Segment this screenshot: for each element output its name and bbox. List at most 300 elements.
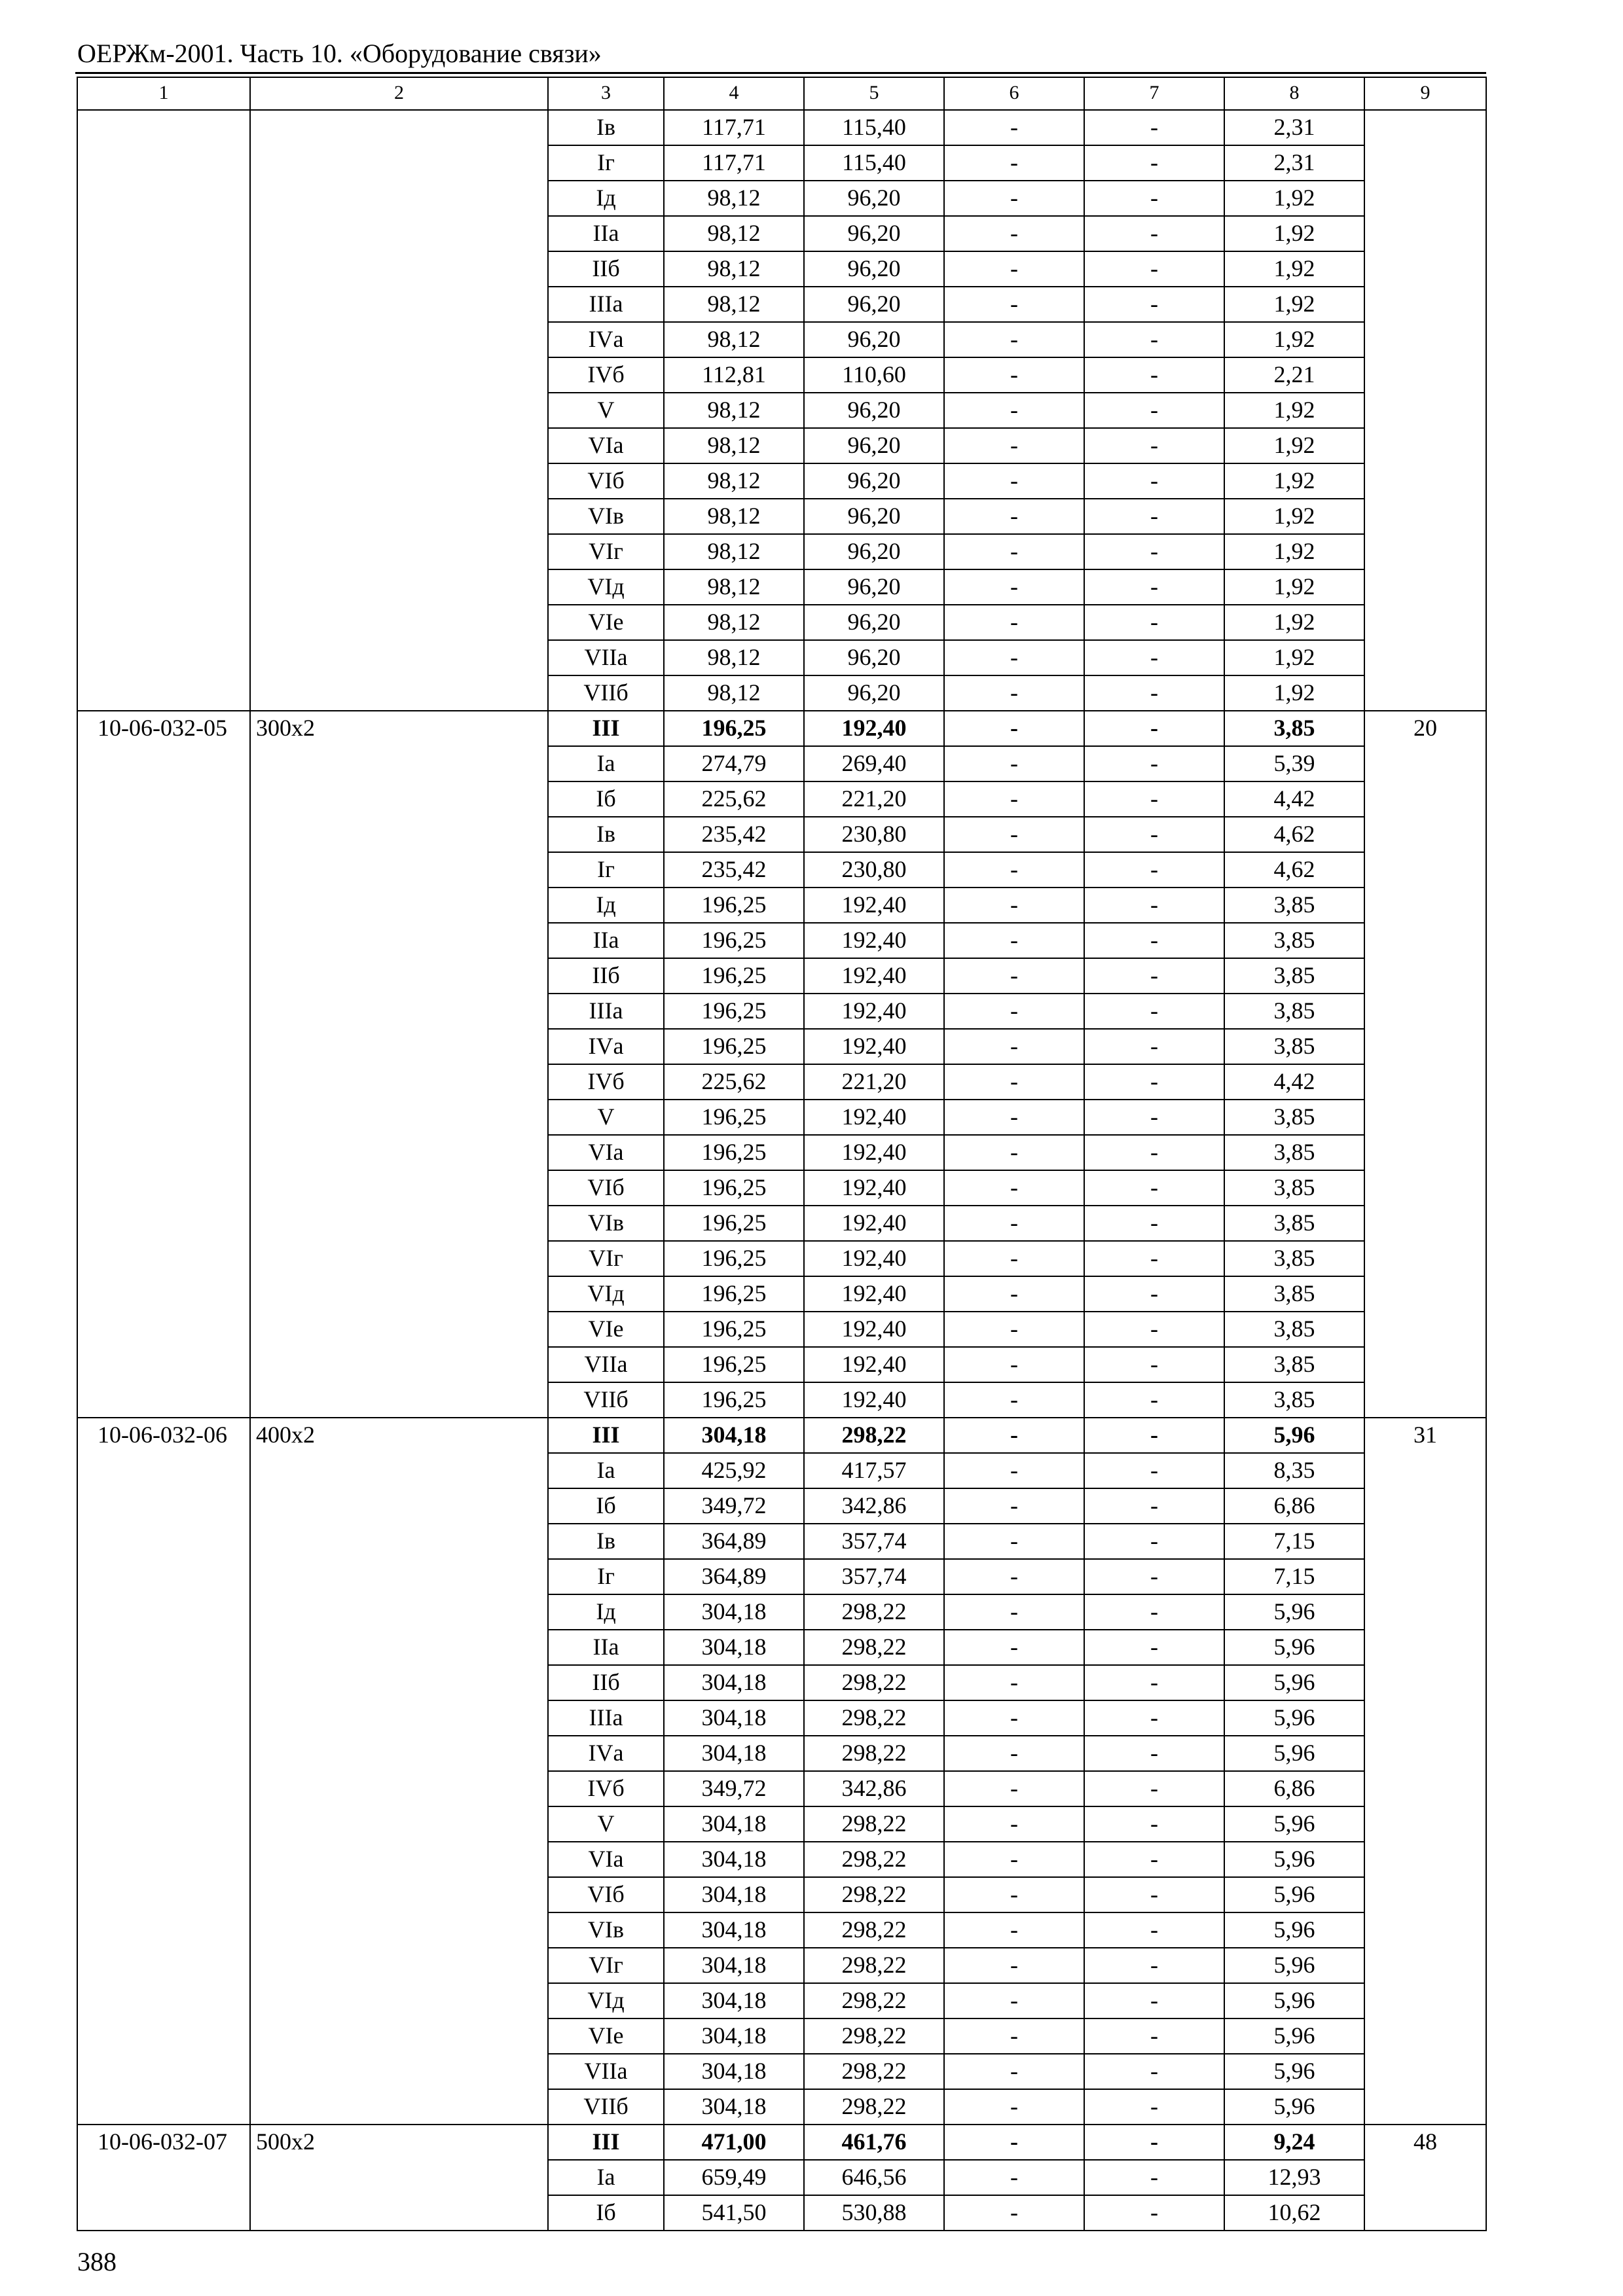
material-cost: 1,92 [1224,216,1364,251]
region-zone: VIд [548,1983,664,2018]
machine-cost: - [944,1206,1084,1241]
machine-cost: - [944,2018,1084,2054]
machine-cost: - [944,463,1084,499]
total-cost: 196,25 [664,1276,804,1312]
cable-size: 400x2 [250,1418,548,2125]
wage-cost: 96,20 [804,605,944,640]
wage-cost: 192,40 [804,888,944,923]
wage-cost: 298,22 [804,1983,944,2018]
machine-cost: - [944,1312,1084,1347]
total-cost: 98,12 [664,499,804,534]
driver-wage: - [1084,569,1224,605]
wage-cost: 221,20 [804,1064,944,1100]
region-zone: VIе [548,2018,664,2054]
wage-cost: 342,86 [804,1488,944,1524]
driver-wage: - [1084,534,1224,569]
wage-cost: 461,76 [804,2125,944,2160]
region-zone: VIIб [548,2089,664,2125]
cable-size [250,110,548,711]
material-cost: 5,96 [1224,1594,1364,1630]
machine-cost: - [944,1630,1084,1665]
machine-cost: - [944,817,1084,852]
total-cost: 98,12 [664,287,804,322]
total-cost: 98,12 [664,251,804,287]
wage-cost: 298,22 [804,1948,944,1983]
machine-cost: - [944,216,1084,251]
region-zone: Iд [548,888,664,923]
material-cost: 5,96 [1224,1912,1364,1948]
region-zone: IIб [548,958,664,994]
material-cost: 3,85 [1224,1382,1364,1418]
driver-wage: - [1084,675,1224,711]
machine-cost: - [944,322,1084,357]
driver-wage: - [1084,110,1224,145]
region-zone: Iа [548,746,664,781]
region-zone: IVа [548,1736,664,1771]
total-cost: 225,62 [664,781,804,817]
table-row [77,1418,1486,1453]
machine-cost: - [944,2054,1084,2089]
total-cost: 304,18 [664,2054,804,2089]
driver-wage: - [1084,1842,1224,1877]
region-zone: VIIа [548,2054,664,2089]
material-cost: 1,92 [1224,569,1364,605]
driver-wage: - [1084,817,1224,852]
region-zone: IVб [548,357,664,393]
region-zone: VIв [548,1912,664,1948]
machine-cost: - [944,428,1084,463]
total-cost: 98,12 [664,640,804,675]
driver-wage: - [1084,888,1224,923]
machine-cost: - [944,287,1084,322]
total-cost: 98,12 [664,569,804,605]
wage-cost: 96,20 [804,287,944,322]
machine-cost: - [944,1064,1084,1100]
total-cost: 659,49 [664,2160,804,2195]
wage-cost: 192,40 [804,1241,944,1276]
wage-cost: 192,40 [804,1029,944,1064]
driver-wage: - [1084,2054,1224,2089]
total-cost: 349,72 [664,1488,804,1524]
driver-wage: - [1084,1983,1224,2018]
column-number: 8 [1224,77,1364,110]
machine-cost: - [944,1100,1084,1135]
wage-cost: 96,20 [804,463,944,499]
material-cost: 3,85 [1224,1135,1364,1170]
driver-wage: - [1084,1524,1224,1559]
driver-wage: - [1084,711,1224,746]
region-zone: Iд [548,181,664,216]
total-cost: 98,12 [664,605,804,640]
cable-size: 500x2 [250,2125,548,2231]
total-cost: 304,18 [664,1418,804,1453]
region-zone: VIб [548,1170,664,1206]
region-zone: VIIб [548,1382,664,1418]
material-cost: 3,85 [1224,1312,1364,1347]
material-cost: 1,92 [1224,322,1364,357]
total-cost: 471,00 [664,2125,804,2160]
machine-cost: - [944,675,1084,711]
wage-cost: 269,40 [804,746,944,781]
material-cost: 12,93 [1224,2160,1364,2195]
region-zone: VIд [548,1276,664,1312]
wage-cost: 192,40 [804,711,944,746]
total-cost: 196,25 [664,711,804,746]
wage-cost: 96,20 [804,181,944,216]
material-cost: 6,86 [1224,1488,1364,1524]
total-cost: 304,18 [664,1912,804,1948]
driver-wage: - [1084,605,1224,640]
region-zone: VIб [548,1877,664,1912]
region-zone: IIб [548,1665,664,1700]
region-zone: Iв [548,110,664,145]
wage-cost: 115,40 [804,110,944,145]
driver-wage: - [1084,1064,1224,1100]
material-cost: 5,96 [1224,1700,1364,1736]
driver-wage: - [1084,1029,1224,1064]
wage-cost: 96,20 [804,216,944,251]
column-number: 1 [77,77,250,110]
driver-wage: - [1084,251,1224,287]
driver-wage: - [1084,2195,1224,2231]
total-cost: 196,25 [664,1312,804,1347]
total-cost: 196,25 [664,1029,804,1064]
material-cost: 5,96 [1224,1877,1364,1912]
total-cost: 98,12 [664,428,804,463]
material-cost: 1,92 [1224,605,1364,640]
material-cost: 5,96 [1224,1418,1364,1453]
region-zone: IIIа [548,1700,664,1736]
column-number: 9 [1364,77,1486,110]
material-cost: 5,96 [1224,1630,1364,1665]
wage-cost: 96,20 [804,322,944,357]
machine-cost: - [944,2089,1084,2125]
region-zone: IIб [548,251,664,287]
wage-cost: 96,20 [804,569,944,605]
driver-wage: - [1084,1736,1224,1771]
total-cost: 235,42 [664,852,804,888]
driver-wage: - [1084,1453,1224,1488]
material-cost: 5,96 [1224,1983,1364,2018]
machine-cost: - [944,1842,1084,1877]
machine-cost: - [944,711,1084,746]
rate-code: 10-06-032-07 [77,2125,250,2231]
material-cost: 4,62 [1224,817,1364,852]
wage-cost: 230,80 [804,817,944,852]
material-cost: 1,92 [1224,463,1364,499]
driver-wage: - [1084,428,1224,463]
region-zone: VIв [548,499,664,534]
region-zone: IIа [548,216,664,251]
material-cost: 3,85 [1224,1206,1364,1241]
wage-cost: 115,40 [804,145,944,181]
total-cost: 98,12 [664,393,804,428]
wage-cost: 357,74 [804,1524,944,1559]
driver-wage: - [1084,322,1224,357]
machine-cost: - [944,1488,1084,1524]
machine-cost: - [944,2195,1084,2231]
wage-cost: 298,22 [804,1736,944,1771]
driver-wage: - [1084,852,1224,888]
material-cost: 3,85 [1224,1170,1364,1206]
total-cost: 196,25 [664,1241,804,1276]
region-zone: Iг [548,145,664,181]
total-cost: 196,25 [664,1100,804,1135]
column-number: 4 [664,77,804,110]
wage-cost: 298,22 [804,1912,944,1948]
material-cost: 1,92 [1224,287,1364,322]
total-cost: 541,50 [664,2195,804,2231]
material-cost: 1,92 [1224,428,1364,463]
material-cost: 3,85 [1224,994,1364,1029]
driver-wage: - [1084,1877,1224,1912]
wage-cost: 192,40 [804,1312,944,1347]
total-cost: 304,18 [664,1842,804,1877]
region-zone: Iг [548,852,664,888]
wage-cost: 96,20 [804,251,944,287]
total-cost: 98,12 [664,675,804,711]
region-zone: VIа [548,1842,664,1877]
column-number: 2 [250,77,548,110]
region-zone: VIб [548,463,664,499]
material-cost: 4,62 [1224,852,1364,888]
region-zone: III [548,2125,664,2160]
total-cost: 196,25 [664,958,804,994]
labor-hours [1364,110,1486,711]
total-cost: 364,89 [664,1524,804,1559]
wage-cost: 646,56 [804,2160,944,2195]
driver-wage: - [1084,1347,1224,1382]
machine-cost: - [944,1771,1084,1806]
machine-cost: - [944,746,1084,781]
material-cost: 1,92 [1224,675,1364,711]
region-zone: IIIа [548,994,664,1029]
total-cost: 304,18 [664,1806,804,1842]
material-cost: 5,96 [1224,1736,1364,1771]
machine-cost: - [944,357,1084,393]
wage-cost: 298,22 [804,1594,944,1630]
region-zone: IIIа [548,287,664,322]
material-cost: 4,42 [1224,1064,1364,1100]
wage-cost: 96,20 [804,428,944,463]
driver-wage: - [1084,1382,1224,1418]
material-cost: 1,92 [1224,640,1364,675]
material-cost: 2,31 [1224,145,1364,181]
machine-cost: - [944,145,1084,181]
driver-wage: - [1084,499,1224,534]
machine-cost: - [944,110,1084,145]
driver-wage: - [1084,2089,1224,2125]
machine-cost: - [944,1241,1084,1276]
total-cost: 98,12 [664,463,804,499]
material-cost: 5,96 [1224,1948,1364,1983]
total-cost: 98,12 [664,181,804,216]
labor-hours: 31 [1364,1418,1486,2125]
wage-cost: 357,74 [804,1559,944,1594]
wage-cost: 192,40 [804,1135,944,1170]
material-cost: 3,85 [1224,958,1364,994]
total-cost: 235,42 [664,817,804,852]
material-cost: 3,85 [1224,1100,1364,1135]
table-row [77,2125,1486,2160]
wage-cost: 192,40 [804,1276,944,1312]
total-cost: 98,12 [664,216,804,251]
driver-wage: - [1084,1135,1224,1170]
driver-wage: - [1084,1100,1224,1135]
wage-cost: 298,22 [804,1700,944,1736]
driver-wage: - [1084,1170,1224,1206]
wage-cost: 221,20 [804,781,944,817]
driver-wage: - [1084,1806,1224,1842]
total-cost: 304,18 [664,1948,804,1983]
region-zone: Iб [548,1488,664,1524]
wage-cost: 96,20 [804,499,944,534]
region-zone: VIа [548,1135,664,1170]
wage-cost: 417,57 [804,1453,944,1488]
region-zone: VIд [548,569,664,605]
driver-wage: - [1084,2160,1224,2195]
material-cost: 5,96 [1224,2054,1364,2089]
material-cost: 4,42 [1224,781,1364,817]
material-cost: 3,85 [1224,1276,1364,1312]
total-cost: 304,18 [664,1983,804,2018]
machine-cost: - [944,1806,1084,1842]
column-number: 3 [548,77,664,110]
rates-table [77,77,1487,2231]
driver-wage: - [1084,1771,1224,1806]
material-cost: 5,96 [1224,2018,1364,2054]
machine-cost: - [944,1276,1084,1312]
driver-wage: - [1084,1700,1224,1736]
total-cost: 225,62 [664,1064,804,1100]
machine-cost: - [944,1524,1084,1559]
total-cost: 304,18 [664,2089,804,2125]
driver-wage: - [1084,357,1224,393]
material-cost: 7,15 [1224,1524,1364,1559]
wage-cost: 298,22 [804,1418,944,1453]
machine-cost: - [944,781,1084,817]
column-number: 5 [804,77,944,110]
material-cost: 5,96 [1224,1665,1364,1700]
machine-cost: - [944,393,1084,428]
region-zone: VIе [548,1312,664,1347]
total-cost: 196,25 [664,1347,804,1382]
material-cost: 3,85 [1224,1241,1364,1276]
material-cost: 1,92 [1224,534,1364,569]
machine-cost: - [944,1912,1084,1948]
total-cost: 196,25 [664,994,804,1029]
total-cost: 196,25 [664,923,804,958]
wage-cost: 298,22 [804,1665,944,1700]
total-cost: 364,89 [664,1559,804,1594]
region-zone: Iг [548,1559,664,1594]
region-zone: Iб [548,781,664,817]
driver-wage: - [1084,1630,1224,1665]
machine-cost: - [944,923,1084,958]
driver-wage: - [1084,1276,1224,1312]
driver-wage: - [1084,1241,1224,1276]
table-row [77,110,1486,145]
machine-cost: - [944,1418,1084,1453]
total-cost: 304,18 [664,1736,804,1771]
material-cost: 3,85 [1224,1347,1364,1382]
wage-cost: 298,22 [804,1877,944,1912]
total-cost: 304,18 [664,2018,804,2054]
region-zone: IVб [548,1064,664,1100]
material-cost: 5,96 [1224,1842,1364,1877]
machine-cost: - [944,1135,1084,1170]
wage-cost: 192,40 [804,994,944,1029]
wage-cost: 342,86 [804,1771,944,1806]
region-zone: Iа [548,1453,664,1488]
wage-cost: 96,20 [804,393,944,428]
region-zone: VIе [548,605,664,640]
machine-cost: - [944,2160,1084,2195]
machine-cost: - [944,1736,1084,1771]
total-cost: 304,18 [664,1877,804,1912]
driver-wage: - [1084,1594,1224,1630]
driver-wage: - [1084,393,1224,428]
wage-cost: 192,40 [804,1382,944,1418]
material-cost: 6,86 [1224,1771,1364,1806]
machine-cost: - [944,640,1084,675]
total-cost: 304,18 [664,1630,804,1665]
wage-cost: 230,80 [804,852,944,888]
material-cost: 5,96 [1224,2089,1364,2125]
region-zone: III [548,711,664,746]
region-zone: VIг [548,534,664,569]
machine-cost: - [944,1877,1084,1912]
total-cost: 196,25 [664,1206,804,1241]
wage-cost: 192,40 [804,958,944,994]
machine-cost: - [944,534,1084,569]
driver-wage: - [1084,923,1224,958]
wage-cost: 298,22 [804,2018,944,2054]
machine-cost: - [944,499,1084,534]
region-zone: Iв [548,1524,664,1559]
region-zone: IIа [548,923,664,958]
wage-cost: 298,22 [804,2054,944,2089]
wage-cost: 192,40 [804,1170,944,1206]
region-zone: VIв [548,1206,664,1241]
driver-wage: - [1084,216,1224,251]
driver-wage: - [1084,1206,1224,1241]
material-cost: 7,15 [1224,1559,1364,1594]
total-cost: 196,25 [664,1170,804,1206]
machine-cost: - [944,994,1084,1029]
driver-wage: - [1084,1912,1224,1948]
wage-cost: 192,40 [804,1347,944,1382]
material-cost: 9,24 [1224,2125,1364,2160]
machine-cost: - [944,1029,1084,1064]
region-zone: VIIа [548,640,664,675]
wage-cost: 96,20 [804,675,944,711]
rate-code [77,110,250,711]
wage-cost: 298,22 [804,1806,944,1842]
column-number-row [77,77,1486,110]
machine-cost: - [944,1948,1084,1983]
region-zone: IVа [548,1029,664,1064]
machine-cost: - [944,605,1084,640]
driver-wage: - [1084,2125,1224,2160]
material-cost: 1,92 [1224,499,1364,534]
material-cost: 3,85 [1224,1029,1364,1064]
cable-size: 300x2 [250,711,548,1418]
material-cost: 5,39 [1224,746,1364,781]
total-cost: 196,25 [664,888,804,923]
region-zone: IIа [548,1630,664,1665]
total-cost: 98,12 [664,534,804,569]
